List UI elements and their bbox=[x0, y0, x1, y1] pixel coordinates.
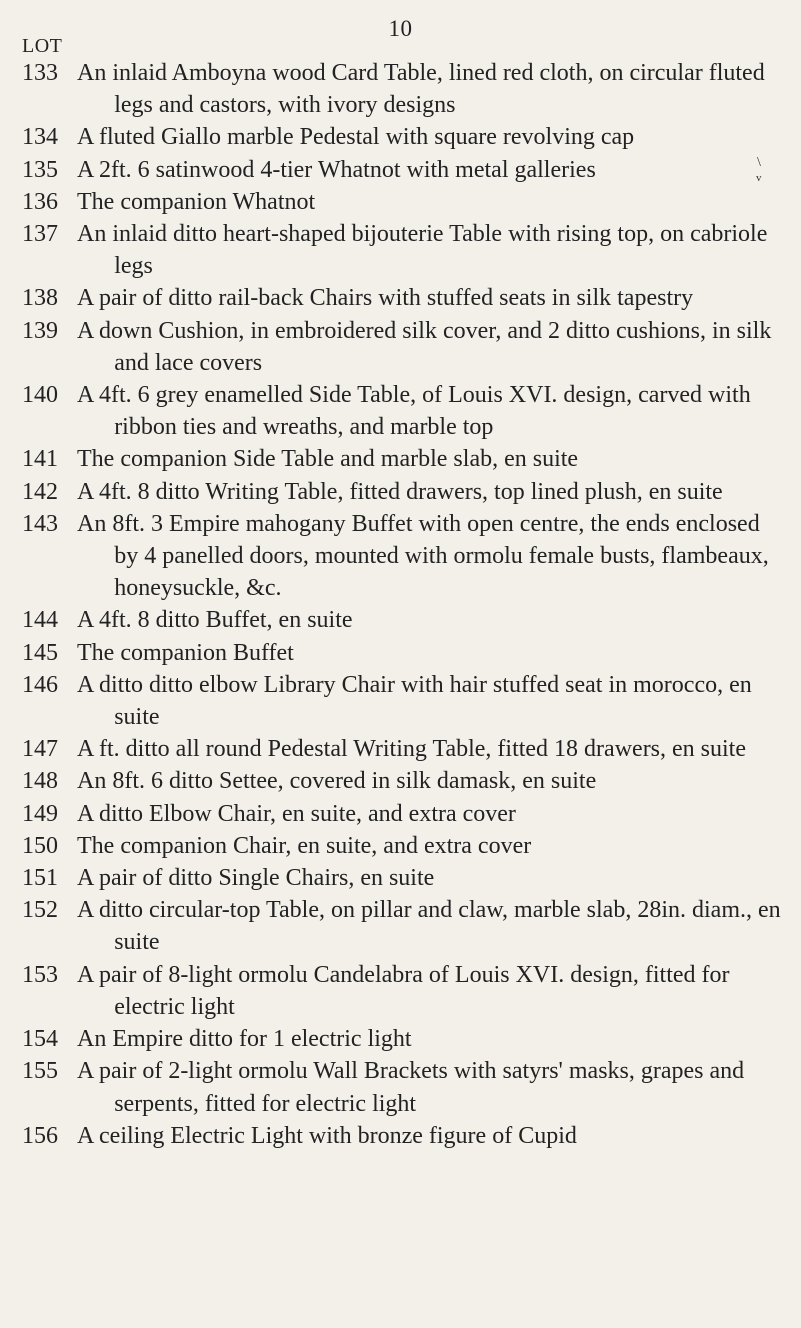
lot-number: 145 bbox=[22, 639, 58, 666]
lot-number: 139 bbox=[22, 317, 58, 344]
lot-description: The companion Side Table and marble slab, en suite bbox=[77, 446, 579, 473]
lot-number: 147 bbox=[22, 736, 58, 763]
lot-entry bbox=[22, 637, 782, 669]
lot-description: A pair of ditto Single Chairs, en suite bbox=[77, 865, 435, 892]
lot-entry bbox=[22, 765, 782, 797]
lot-description: A down Cushion, in embroidered silk cover, and 2 ditto cushions, in silk and lace covers bbox=[77, 317, 772, 376]
lot-number: 143 bbox=[22, 510, 58, 537]
lot-entry bbox=[22, 798, 782, 830]
lot-number: 140 bbox=[22, 382, 58, 409]
lot-entry bbox=[22, 1023, 782, 1055]
lot-description: The companion Whatnot bbox=[77, 188, 316, 215]
lot-description: An inlaid Amboyna wood Card Table, lined red cloth, on circular fluted legs and castors, with ivory designs bbox=[77, 60, 765, 119]
lot-number: 134 bbox=[22, 124, 58, 151]
lot-description: An 8ft. 6 ditto Settee, covered in silk damask, en suite bbox=[77, 768, 597, 795]
lot-number: 138 bbox=[22, 285, 58, 312]
lot-description: A pair of ditto rail-back Chairs with stuffed seats in silk tapestry bbox=[77, 285, 694, 312]
lot-number: 137 bbox=[22, 221, 58, 248]
lot-number: 149 bbox=[22, 800, 58, 827]
lot-entry bbox=[22, 508, 782, 605]
lot-number: 152 bbox=[22, 897, 58, 924]
lot-description: A fluted Giallo marble Pedestal with square revolving cap bbox=[77, 124, 635, 151]
page-number: 10 bbox=[388, 16, 413, 41]
lot-number: 142 bbox=[22, 478, 58, 505]
lot-entry bbox=[22, 379, 782, 443]
lot-number: 154 bbox=[22, 1026, 58, 1053]
lot-description: An inlaid ditto heart-shaped bijouterie Table with rising top, on cabriole legs bbox=[77, 221, 768, 280]
lot-description: A 2ft. 6 satinwood 4-tier Whatnot with metal galleries bbox=[77, 156, 596, 183]
lot-entry bbox=[22, 282, 782, 314]
lot-number: 151 bbox=[22, 865, 58, 892]
lot-entry bbox=[22, 959, 782, 1023]
lot-description: An Empire ditto for 1 electric light bbox=[77, 1026, 412, 1053]
lot-entry bbox=[22, 443, 782, 475]
lot-entry bbox=[22, 315, 782, 379]
lot-entry bbox=[22, 476, 782, 508]
lot-entry bbox=[22, 218, 782, 282]
lot-description: A pair of 8-light ormolu Candelabra of Louis XVI. design, fitted for electric light bbox=[77, 961, 730, 1020]
lot-list bbox=[22, 57, 782, 1152]
lot-entry bbox=[22, 894, 782, 958]
lot-description: A ditto ditto elbow Library Chair with hair stuffed seat in morocco, en suite bbox=[77, 671, 752, 731]
lot-description: A 4ft. 8 ditto Buffet, en suite bbox=[77, 607, 353, 634]
lot-number: 141 bbox=[22, 446, 58, 473]
lot-number: 148 bbox=[22, 768, 58, 795]
lot-entry bbox=[22, 1120, 782, 1152]
lot-description: The companion Chair, en suite, and extra cover bbox=[77, 832, 532, 859]
lot-entry bbox=[22, 669, 782, 733]
lot-entry bbox=[22, 604, 782, 636]
lot-entry bbox=[22, 830, 782, 862]
lot-number: 135 bbox=[22, 156, 58, 183]
lot-description: A ft. ditto all round Pedestal Writing Table, fitted 18 drawers, en suite bbox=[77, 736, 746, 763]
lot-description: A 4ft. 8 ditto Writing Table, fitted drawers, top lined plush, en suite bbox=[77, 478, 723, 505]
lot-entry bbox=[22, 57, 782, 121]
lot-number: 156 bbox=[22, 1122, 58, 1149]
lot-description: The companion Buffet bbox=[77, 639, 294, 666]
lot-description: A ditto Elbow Chair, en suite, and extra cover bbox=[77, 800, 516, 827]
margin-mark: \ bbox=[757, 155, 761, 170]
lot-entry bbox=[22, 186, 782, 218]
margin-mark: v bbox=[756, 172, 762, 184]
lot-description: A 4ft. 6 grey enamelled Side Table, of Louis XVI. design, carved with ribbon ties and wreaths, and marble top bbox=[77, 382, 751, 441]
lot-number: 153 bbox=[22, 961, 58, 988]
lot-number: 155 bbox=[22, 1058, 58, 1085]
lot-number: 133 bbox=[22, 60, 58, 86]
lot-number: 136 bbox=[22, 188, 58, 215]
lot-entry bbox=[22, 154, 782, 186]
lot-entry bbox=[22, 121, 782, 153]
lot-description: An 8ft. 3 Empire mahogany Buffet with open centre, the ends enclosed by 4 panelled doors, mounted with ormolu female busts, flambeaux, honeysuckle, &c. bbox=[77, 510, 769, 602]
lot-entry bbox=[22, 733, 782, 765]
lot-description: A ditto circular-top Table, on pillar and claw, marble slab, 28in. diam., en suite bbox=[77, 897, 781, 956]
lot-description: A pair of 2-light ormolu Wall Brackets with satyrs' masks, grapes and serpents, fitted for electric light bbox=[77, 1058, 745, 1117]
lot-entry bbox=[22, 1055, 782, 1119]
lot-number: 150 bbox=[22, 832, 58, 859]
lot-column-header: LOT bbox=[22, 35, 63, 57]
lot-entry bbox=[22, 862, 782, 894]
lot-description: A ceiling Electric Light with bronze figure of Cupid bbox=[77, 1122, 577, 1149]
lot-number: 146 bbox=[22, 671, 58, 698]
lot-number: 144 bbox=[22, 607, 58, 634]
